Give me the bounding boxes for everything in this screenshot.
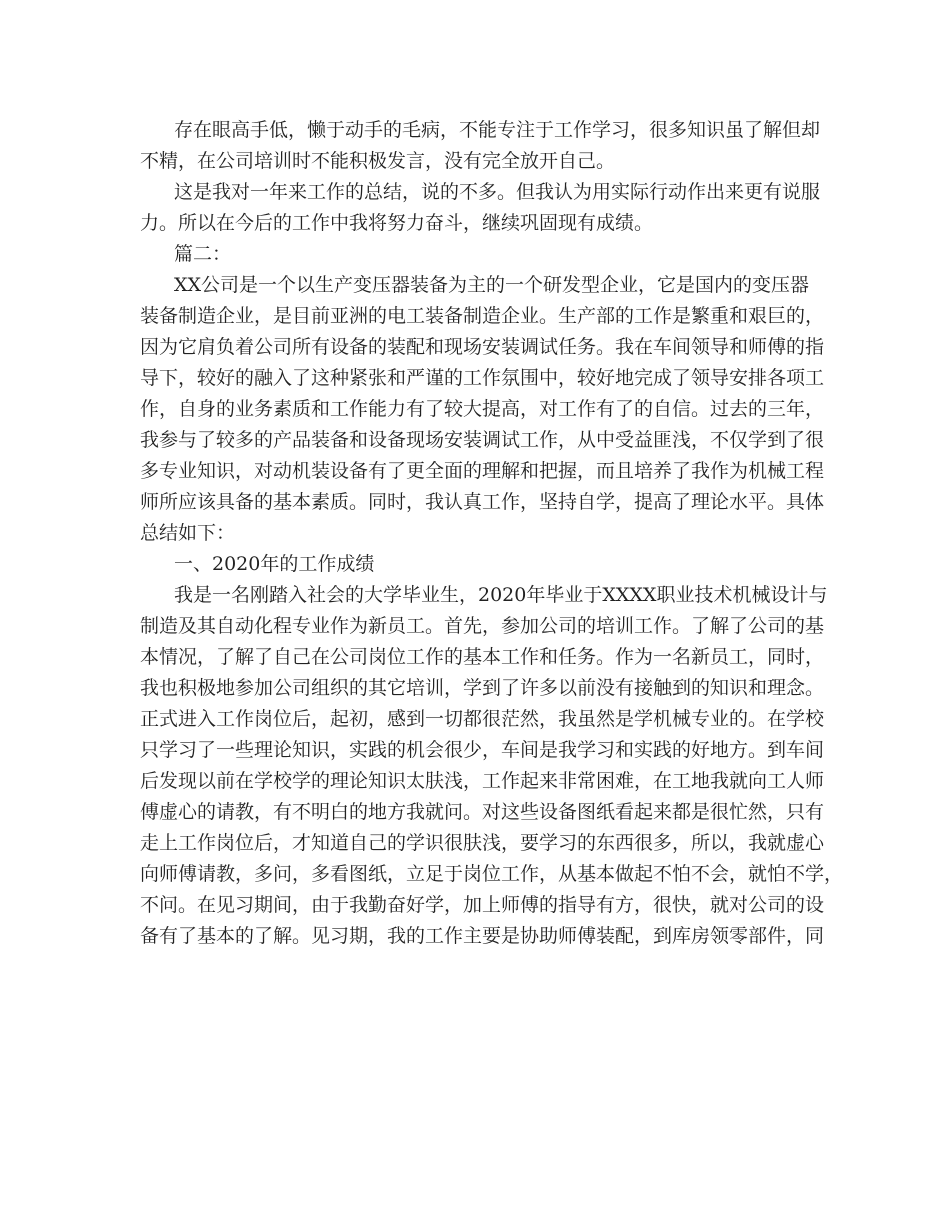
paragraph-line: 存在眼高手低，懒于动手的毛病，不能专注于工作学习，很多知识虽了解但却 xyxy=(174,119,821,141)
paragraph-line: 导下，较好的融入了这种紧张和严谨的工作氛围中，较好地完成了领导安排各项工 xyxy=(140,367,825,389)
paragraph-line: 我参与了较多的产品装备和设备现场安装调试工作，从中受益匪浅，不仅学到了很 xyxy=(140,429,825,451)
paragraph-line: 后发现以前在学校学的理论知识太肤浅，工作起来非常困难，在工地我就向工人师 xyxy=(140,770,825,792)
paragraph-line: 只学习了一些理论知识，实践的机会很少，车间是我学习和实践的好地方。到车间 xyxy=(140,739,825,761)
paragraph-line: 作，自身的业务素质和工作能力有了较大提高，对工作有了的自信。过去的三年， xyxy=(140,398,825,420)
paragraph-line: 本情况，了解了自己在公司岗位工作的基本工作和任务。作为一名新员工，同时， xyxy=(140,646,825,668)
paragraph-line: 装备制造企业，是目前亚洲的电工装备制造企业。生产部的工作是繁重和艰巨的， xyxy=(140,305,825,327)
section-heading: 篇二： xyxy=(174,243,232,265)
paragraph-line: 这是我对一年来工作的总结，说的不多。但我认为用实际行动作出来更有说服 xyxy=(174,181,821,203)
paragraph-line: 多专业知识，对动机装设备有了更全面的理解和把握，而且培养了我作为机械工程 xyxy=(140,460,825,482)
paragraph-line: 向师傅请教，多问，多看图纸，立足于岗位工作，从基本做起不怕不会，就怕不学， xyxy=(140,863,844,885)
paragraph-line: 走上工作岗位后，才知道自己的学识很肤浅，要学习的东西很多，所以，我就虚心 xyxy=(140,832,825,854)
paragraph-line: 我是一名刚踏入社会的大学毕业生，2020年毕业于XXXX职业技术机械设计与 xyxy=(174,584,828,606)
paragraph-line: 力。所以在今后的工作中我将努力奋斗，继续巩固现有成绩。 xyxy=(140,212,654,234)
paragraph-line: 不问。在见习期间，由于我勤奋好学，加上师傅的指导有方，很快，就对公司的设 xyxy=(140,894,825,916)
paragraph-line: 傅虚心的请教，有不明白的地方我就问。对这些设备图纸看起来都是很忙然，只有 xyxy=(140,801,825,823)
paragraph-line: 师所应该具备的基本素质。同时，我认真工作，坚持自学，提高了理论水平。具体 xyxy=(140,491,825,513)
paragraph-line: 备有了基本的了解。见习期，我的工作主要是协助师傅装配，到库房领零部件，同 xyxy=(140,925,825,947)
paragraph-line: 不精，在公司培训时不能积极发言，没有完全放开自己。 xyxy=(140,150,616,172)
paragraph-line: 总结如下： xyxy=(140,522,236,544)
paragraph-line: 因为它肩负着公司所有设备的装配和现场安装调试任务。我在车间领导和师傅的指 xyxy=(140,336,825,358)
paragraph-line: 我也积极地参加公司组织的其它培训，学到了许多以前没有接触到的知识和理念。 xyxy=(140,677,825,699)
paragraph-line: XX公司是一个以生产变压器装备为主的一个研发型企业，它是国内的变压器 xyxy=(174,274,810,296)
paragraph-line: 制造及其自动化程专业作为新员工。首先，参加公司的培训工作。了解了公司的基 xyxy=(140,615,825,637)
section-heading: 一、2020年的工作成绩 xyxy=(174,553,375,575)
paragraph-line: 正式进入工作岗位后，起初，感到一切都很茫然，我虽然是学机械专业的。在学校 xyxy=(140,708,825,730)
document-body xyxy=(140,115,844,952)
